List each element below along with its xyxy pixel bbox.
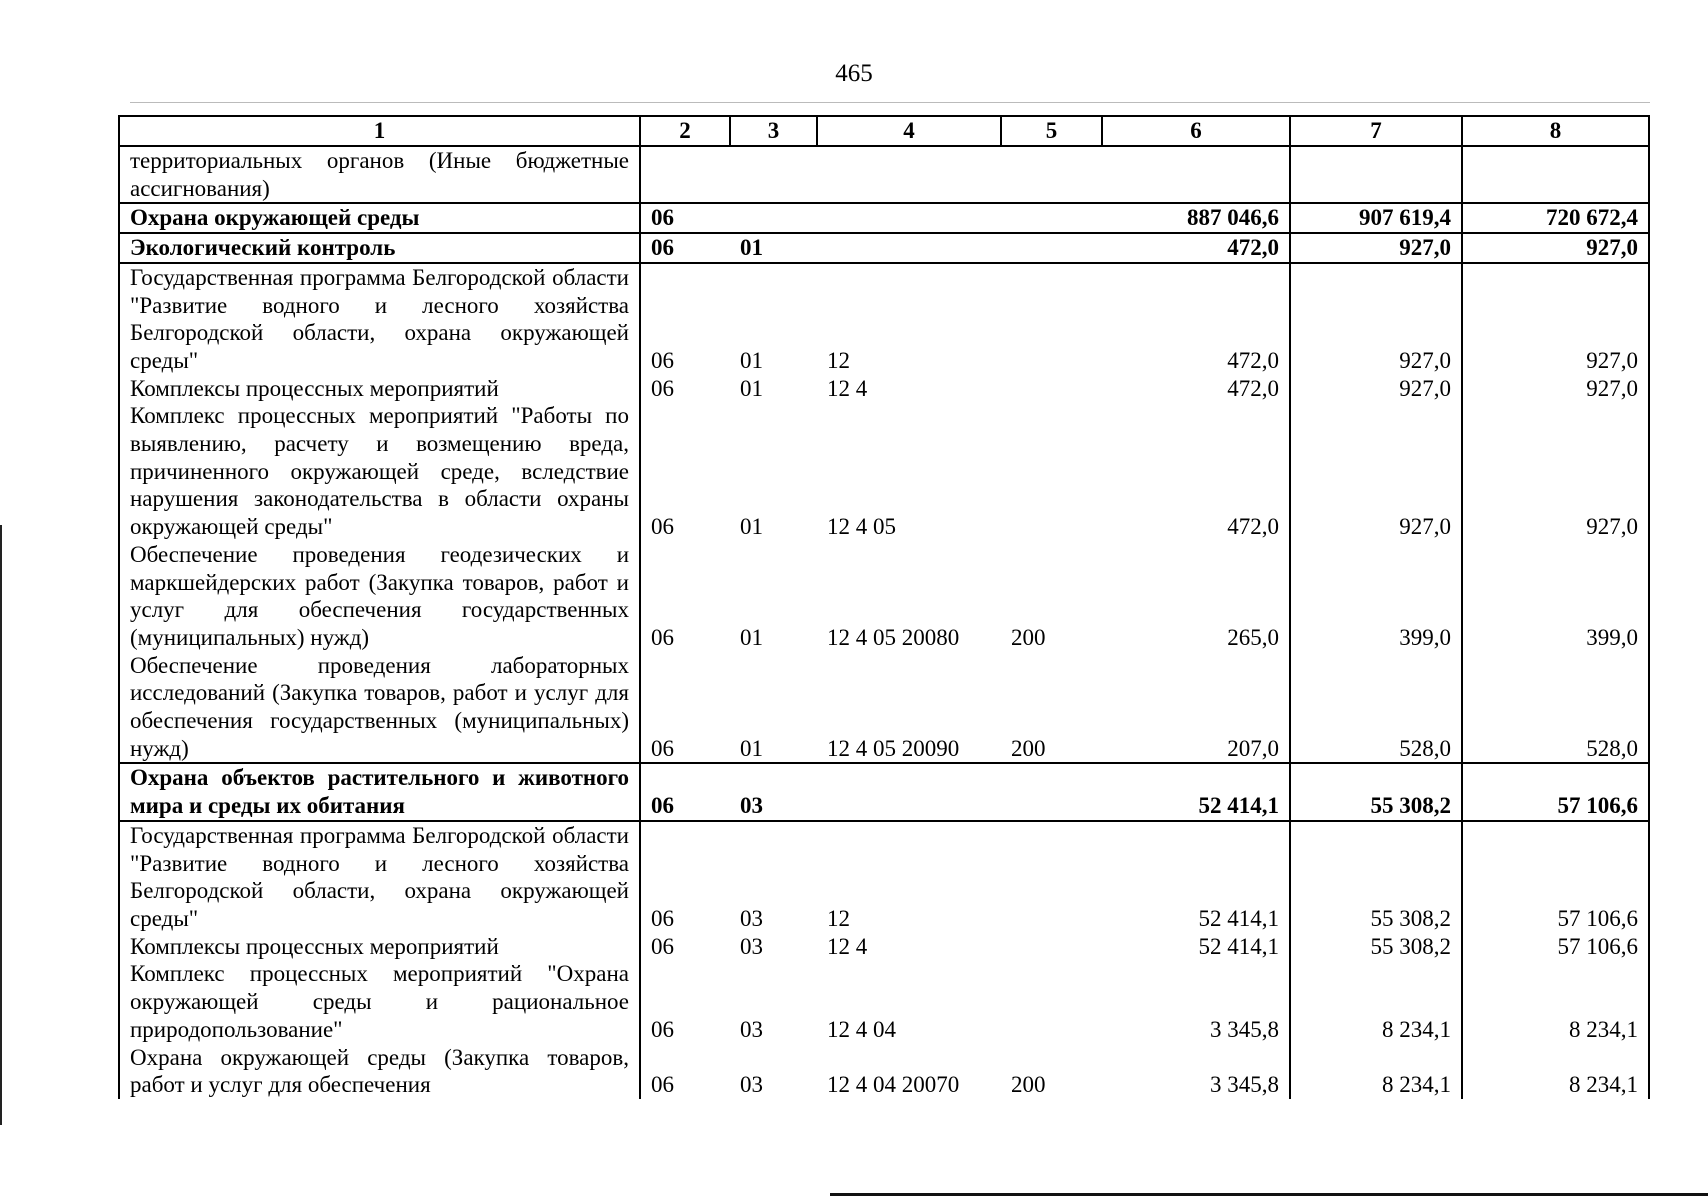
cell-target-article: 12 4 05 <box>827 514 896 540</box>
cell-target-article: 12 4 <box>827 375 868 401</box>
header-col-5: 5 <box>1001 116 1102 146</box>
cell-amount-col8: 927,0 <box>1462 263 1649 375</box>
cell-amount-col6: 52 414,1 <box>1102 933 1290 961</box>
cell-amount-col6: 207,0 <box>1102 652 1290 764</box>
cell-section: 06 <box>640 763 730 820</box>
cell-section: 06 <box>640 960 730 1043</box>
cell-target-article <box>817 763 1001 820</box>
cell-amount-col8: 927,0 <box>1462 375 1649 403</box>
cell-amount-col8: 57 106,6 <box>1462 821 1649 933</box>
cell-target-article: 12 <box>827 347 850 373</box>
cell-amount-col7: 528,0 <box>1290 652 1462 764</box>
cell-amount-col8: 57 106,6 <box>1462 933 1649 961</box>
cell-expense-type <box>1001 263 1102 375</box>
cell-amount-col6: 472,0 <box>1102 233 1290 263</box>
cell-name: Государственная программа Белгородской области "Развитие водного и лесного хозяйства Белгородской области, охрана окружающей среды" <box>119 821 640 933</box>
cell-amount-col7: 927,0 <box>1290 375 1462 403</box>
cell-target-article: 12 4 <box>827 933 868 959</box>
cell-section: 06 <box>640 203 730 233</box>
table-row <box>119 233 1649 263</box>
cell-amount-col6: 472,0 <box>1102 375 1290 403</box>
cell-amount-col7: 907 619,4 <box>1290 203 1462 233</box>
cell-target-article: 12 4 05 20090 <box>827 735 960 761</box>
cell-name: Комплекс процессных мероприятий "Охрана окружающей среды и рациональное природопользование" <box>119 960 640 1043</box>
cell-target-article: 12 <box>827 905 850 931</box>
header-col-7: 7 <box>1290 116 1462 146</box>
cell-expense-type: 200 <box>1011 735 1046 761</box>
cell-amount-col6: 52 414,1 <box>1102 763 1290 820</box>
cell-name: Охрана окружающей среды <box>119 203 640 233</box>
cell-subsection: 03 <box>740 933 763 959</box>
cell-subsection: 03 <box>740 1016 763 1042</box>
cell-name: Государственная программа Белгородской области "Развитие водного и лесного хозяйства Белгородской области, охрана окружающей среды" <box>119 263 640 375</box>
cell-expense-type <box>1001 821 1102 933</box>
cell-target-article: 12 4 04 20070 <box>827 1072 960 1098</box>
cell-target-article <box>817 233 1001 263</box>
cell-amount-col7: 927,0 <box>1290 402 1462 541</box>
header-col-8: 8 <box>1462 116 1649 146</box>
table-row <box>119 402 1649 541</box>
cell-name: Обеспечение проведения лабораторных исследований (Закупка товаров, работ и услуг для обеспечения государственных (муниципальных) нужд) <box>119 652 640 764</box>
cell-name: территориальных органов (Иные бюджетные ассигнования) <box>119 146 640 203</box>
cell-expense-type: 200 <box>1011 624 1046 650</box>
top-divider <box>130 102 1650 103</box>
cell-section: 06 <box>640 375 730 403</box>
cell-name: Комплексы процессных мероприятий <box>119 933 640 961</box>
cell-name: Комплекс процессных мероприятий "Работы по выявлению, расчету и возмещению вреда, причиненного окружающей среде, вследствие нарушения законодательства в области охраны окружающей среды" <box>119 402 640 541</box>
cell-amount-col8: 399,0 <box>1462 541 1649 652</box>
cell-amount-col7 <box>1290 146 1462 203</box>
table-row <box>119 541 1649 652</box>
cell-amount-col6: 3 345,8 <box>1102 960 1290 1043</box>
cell-amount-col8: 8 234,1 <box>1462 960 1649 1043</box>
budget-table <box>118 115 1650 1099</box>
table-row <box>119 763 1649 820</box>
cell-amount-col8: 927,0 <box>1462 233 1649 263</box>
cell-subsection: 01 <box>740 624 763 650</box>
cell-section: 06 <box>640 933 730 961</box>
cell-name: Обеспечение проведения геодезических и маркшейдерских работ (Закупка товаров, работ и услуг для обеспечения государственных (муниципальных) нужд) <box>119 541 640 652</box>
table-row <box>119 960 1649 1043</box>
cell-subsection: 01 <box>740 375 763 401</box>
table-row <box>119 203 1649 233</box>
cell-section: 06 <box>640 263 730 375</box>
cell-section <box>640 146 730 203</box>
cell-subsection <box>730 146 817 203</box>
cell-subsection: 03 <box>740 905 763 931</box>
cell-section: 06 <box>640 821 730 933</box>
cell-amount-col6: 887 046,6 <box>1102 203 1290 233</box>
cell-section: 06 <box>640 402 730 541</box>
cell-expense-type <box>1001 146 1102 203</box>
cell-amount-col6: 265,0 <box>1102 541 1290 652</box>
table-row <box>119 263 1649 375</box>
cell-expense-type <box>1001 233 1102 263</box>
cell-amount-col7: 399,0 <box>1290 541 1462 652</box>
cell-subsection: 01 <box>740 347 763 373</box>
cell-target-article <box>817 146 1001 203</box>
cell-expense-type <box>1001 960 1102 1043</box>
table-row <box>119 652 1649 764</box>
table-row <box>119 375 1649 403</box>
cell-amount-col6 <box>1102 146 1290 203</box>
cell-amount-col8 <box>1462 146 1649 203</box>
cell-section: 06 <box>640 541 730 652</box>
cell-amount-col7: 927,0 <box>1290 263 1462 375</box>
scan-left-edge <box>0 525 2 1125</box>
cell-amount-col7: 55 308,2 <box>1290 821 1462 933</box>
cell-section: 06 <box>640 233 730 263</box>
cell-expense-type: 200 <box>1011 1072 1046 1098</box>
bottom-rule <box>830 1193 1708 1196</box>
table-row <box>119 821 1649 933</box>
header-col-4: 4 <box>817 116 1001 146</box>
cell-name: Комплексы процессных мероприятий <box>119 375 640 403</box>
cell-expense-type <box>1001 203 1102 233</box>
cell-amount-col7: 8 234,1 <box>1290 1044 1462 1099</box>
cell-amount-col6: 472,0 <box>1102 263 1290 375</box>
cell-target-article <box>817 203 1001 233</box>
cell-target-article: 12 4 05 20080 <box>827 624 960 650</box>
table-row <box>119 933 1649 961</box>
cell-amount-col8: 528,0 <box>1462 652 1649 764</box>
header-col-2: 2 <box>640 116 730 146</box>
cell-subsection: 03 <box>740 1072 763 1098</box>
cell-amount-col7: 55 308,2 <box>1290 763 1462 820</box>
cell-amount-col6: 52 414,1 <box>1102 821 1290 933</box>
cell-subsection <box>730 203 817 233</box>
cell-subsection: 03 <box>730 763 817 820</box>
cell-amount-col8: 57 106,6 <box>1462 763 1649 820</box>
header-col-1: 1 <box>119 116 640 146</box>
cell-subsection: 01 <box>730 233 817 263</box>
cell-amount-col8: 8 234,1 <box>1462 1044 1649 1099</box>
cell-subsection: 01 <box>740 514 763 540</box>
cell-subsection: 01 <box>740 735 763 761</box>
cell-section: 06 <box>640 1044 730 1099</box>
cell-amount-col8: 927,0 <box>1462 402 1649 541</box>
page-number: 465 <box>835 60 873 87</box>
cell-amount-col7: 55 308,2 <box>1290 933 1462 961</box>
cell-target-article: 12 4 04 <box>827 1016 896 1042</box>
cell-amount-col7: 8 234,1 <box>1290 960 1462 1043</box>
header-col-6: 6 <box>1102 116 1290 146</box>
cell-amount-col8: 720 672,4 <box>1462 203 1649 233</box>
cell-name: Охрана объектов растительного и животного мира и среды их обитания <box>119 763 640 820</box>
cell-amount-col7: 927,0 <box>1290 233 1462 263</box>
cell-amount-col6: 472,0 <box>1102 402 1290 541</box>
table-row <box>119 1044 1649 1099</box>
cell-name: Охрана окружающей среды (Закупка товаров, работ и услуг для обеспечения <box>119 1044 640 1099</box>
cell-name: Экологический контроль <box>119 233 640 263</box>
header-col-3: 3 <box>730 116 817 146</box>
cell-expense-type <box>1001 375 1102 403</box>
cell-expense-type <box>1001 763 1102 820</box>
cell-amount-col6: 3 345,8 <box>1102 1044 1290 1099</box>
cell-expense-type <box>1001 402 1102 541</box>
cell-section: 06 <box>640 652 730 764</box>
cell-expense-type <box>1001 933 1102 961</box>
table-row <box>119 146 1649 203</box>
header-row <box>119 116 1649 146</box>
